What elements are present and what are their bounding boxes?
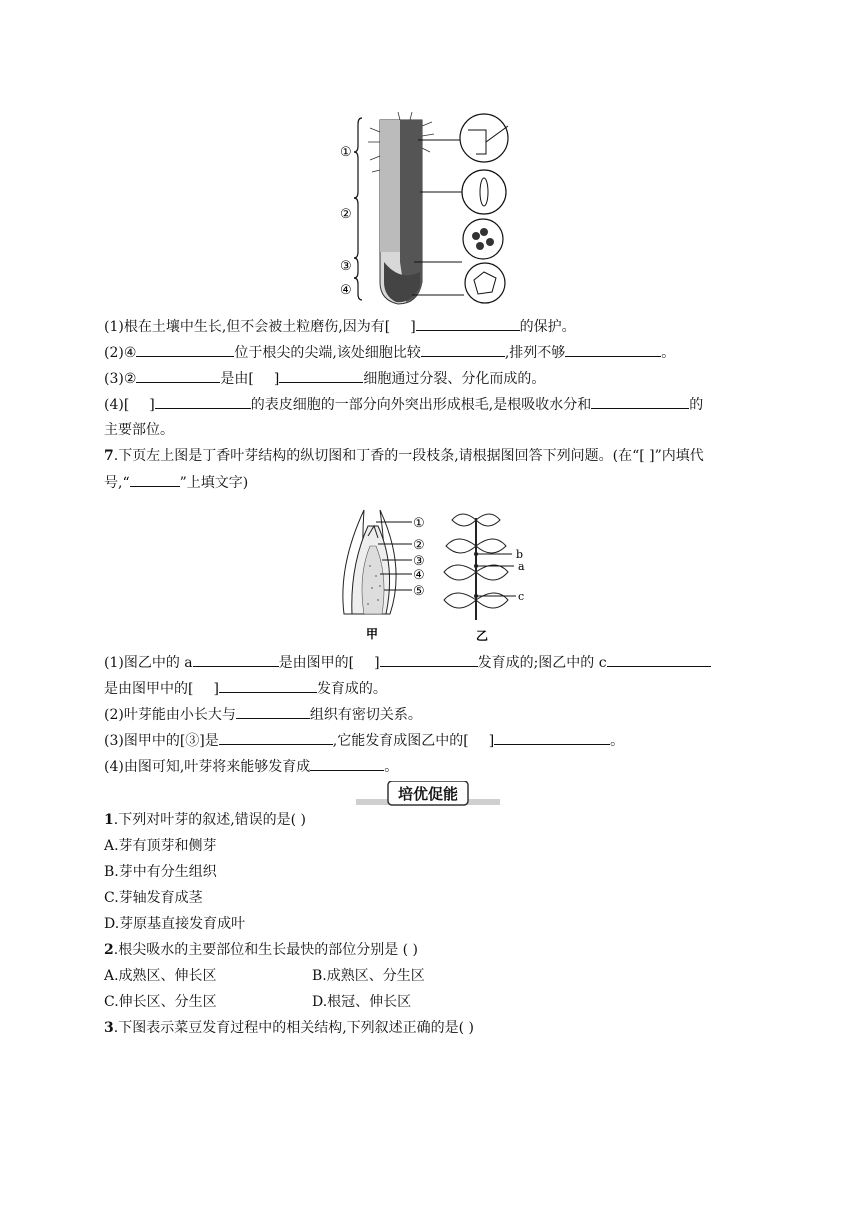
mc1-option-d[interactable]: D.芽原基直接发育成叶 xyxy=(104,916,246,932)
answer-blank[interactable] xyxy=(155,394,251,409)
mc2-stem: 2.根尖吸水的主要部位和生长最快的部位分别是 ( ) xyxy=(104,942,419,958)
fig1-label-4: ④ xyxy=(340,283,352,298)
jia-label-3: ③ xyxy=(413,554,425,569)
yi-label-b: b xyxy=(516,548,524,561)
yi-caption: 乙 xyxy=(476,629,489,643)
mc2-option-c[interactable]: C.伸长区、分生区 xyxy=(104,994,217,1010)
fig1-label-2: ② xyxy=(340,207,352,222)
answer-blank[interactable] xyxy=(236,704,310,719)
jia-label-4: ④ xyxy=(413,568,425,583)
jia-caption: 甲 xyxy=(366,627,379,641)
answer-blank[interactable] xyxy=(136,368,220,383)
answer-blank[interactable] xyxy=(136,342,234,357)
q6-part4-cont: 主要部位。 xyxy=(104,422,174,438)
root-tip-drawing xyxy=(340,112,520,308)
q7-stem-cont: 号,“ ”上填文字) xyxy=(104,472,248,493)
yi-label-c: c xyxy=(518,590,525,603)
q6-part4: (4)[ ] 的表皮细胞的一部分向外突出形成根毛,是根吸收水分和 的 xyxy=(104,394,703,415)
mc1-option-b[interactable]: B.芽中有分生组织 xyxy=(104,864,217,880)
mc1-option-c[interactable]: C.芽轴发育成茎 xyxy=(104,890,203,906)
answer-blank[interactable] xyxy=(607,652,711,667)
answer-blank[interactable] xyxy=(494,730,610,745)
yi-label-a: a xyxy=(518,560,525,573)
mc1-option-a[interactable]: A.芽有顶芽和侧芽 xyxy=(104,838,217,854)
q6-part3: (3)② 是由[ ] 细胞通过分裂、分化而成的。 xyxy=(104,368,545,389)
answer-blank[interactable] xyxy=(279,368,363,383)
mc2-option-b[interactable]: B.成熟区、分生区 xyxy=(312,968,425,984)
answer-blank[interactable] xyxy=(565,342,661,357)
q7-part1-cont: 是由图甲中的[ ] 发育成的。 xyxy=(104,678,387,699)
fig1-label-1: ① xyxy=(340,145,352,160)
banner-text: 培优促能 xyxy=(397,785,459,803)
answer-blank[interactable] xyxy=(421,342,505,357)
jia-label-5: ⑤ xyxy=(413,584,425,599)
q7-part3: (3)图甲中的[③]是 ,它能发育成图乙中的[ ] 。 xyxy=(104,730,624,751)
q7-part2: (2)叶芽能由小长大与 组织有密切关系。 xyxy=(104,704,422,725)
root-tip-figure xyxy=(340,112,520,308)
jia-label-1: ① xyxy=(413,516,425,531)
section-banner xyxy=(356,781,500,807)
jia-label-2: ② xyxy=(413,538,425,553)
fig1-label-3: ③ xyxy=(340,259,352,274)
answer-blank[interactable] xyxy=(591,394,689,409)
banner-graphic xyxy=(356,781,500,807)
answer-blank[interactable] xyxy=(380,652,478,667)
lilac-bud-figure xyxy=(330,506,530,644)
q6-part2: (2)④ 位于根尖的尖端,该处细胞比较 ,排列不够 。 xyxy=(104,342,675,363)
lilac-bud-drawing xyxy=(330,506,530,644)
mc3-stem: 3.下图表示菜豆发育过程中的相关结构,下列叙述正确的是( ) xyxy=(104,1020,475,1036)
mc2-option-a[interactable]: A.成熟区、伸长区 xyxy=(104,968,217,984)
mc1-stem: 1.下列对叶芽的叙述,错误的是( ) xyxy=(104,812,307,828)
q7-stem: 7.下页左上图是丁香叶芽结构的纵切图和丁香的一段枝条,请根据图回答下列问题。(在“[ ]”内填代 xyxy=(104,448,704,464)
answer-blank[interactable] xyxy=(219,730,333,745)
answer-blank[interactable] xyxy=(310,756,384,771)
q7-part1: (1)图乙中的 a 是由图甲的[ ] 发育成的;图乙中的 c xyxy=(104,652,711,673)
q7-part4: (4)由图可知,叶芽将来能够发育成 。 xyxy=(104,756,398,777)
answer-blank[interactable] xyxy=(219,678,317,693)
mc2-option-d[interactable]: D.根冠、伸长区 xyxy=(312,994,412,1010)
answer-blank[interactable] xyxy=(416,316,520,331)
q6-part1: (1)根在土壤中生长,但不会被土粒磨伤,因为有[ ] 的保护。 xyxy=(104,316,576,337)
answer-blank[interactable] xyxy=(193,652,279,667)
